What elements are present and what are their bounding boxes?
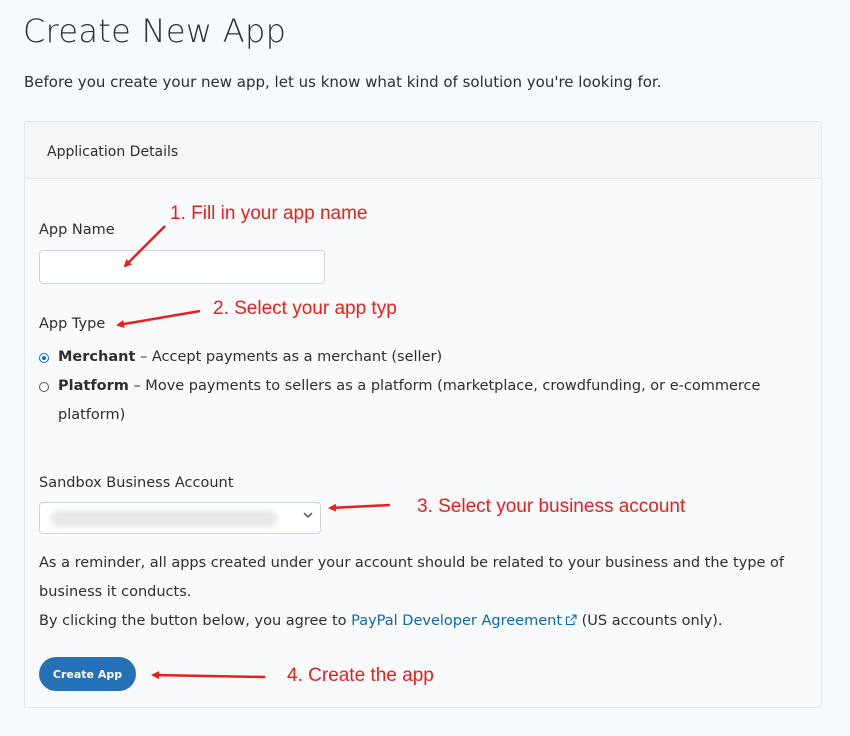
developer-agreement-link[interactable]: PayPal Developer Agreement: [351, 613, 563, 629]
arrow-step3: [330, 505, 390, 508]
reminder-text-line2: business it conducts.: [39, 584, 192, 600]
arrow-step4: [153, 675, 265, 677]
agreement-prefix: By clicking the button below, you agree to: [39, 613, 352, 629]
sandbox-account-label: Sandbox Business Account: [39, 475, 234, 491]
merchant-option-desc: – Accept payments as a merchant (seller): [135, 349, 443, 365]
platform-option-desc: – Move payments to sellers as a platform (marketplace, crowdfunding, or e-commerce: [128, 378, 761, 394]
page-title: Create New App: [23, 12, 287, 50]
card-header-title: Application Details: [47, 144, 179, 160]
platform-option-name: Platform: [58, 378, 129, 394]
annotation-step1: 1. Fill in your app name: [170, 203, 368, 224]
platform-option-desc-cont: platform): [58, 407, 126, 423]
arrow-step2: [118, 311, 200, 325]
create-app-button[interactable]: Create App: [39, 657, 136, 691]
annotation-step3: 3. Select your business account: [417, 496, 686, 517]
app-name-label: App Name: [39, 222, 115, 238]
reminder-text-line1: As a reminder, all apps created under your account should be related to your business and the type of: [39, 555, 785, 571]
merchant-option-name: Merchant: [58, 349, 136, 365]
arrow-step1: [125, 226, 165, 266]
page-intro: Before you create your new app, let us know what kind of solution you're looking for.: [24, 73, 662, 91]
annotation-step4: 4. Create the app: [287, 665, 434, 686]
agreement-suffix: (US accounts only).: [577, 613, 723, 629]
annotation-step2: 2. Select your app typ: [213, 298, 397, 319]
app-type-label: App Type: [39, 316, 106, 332]
